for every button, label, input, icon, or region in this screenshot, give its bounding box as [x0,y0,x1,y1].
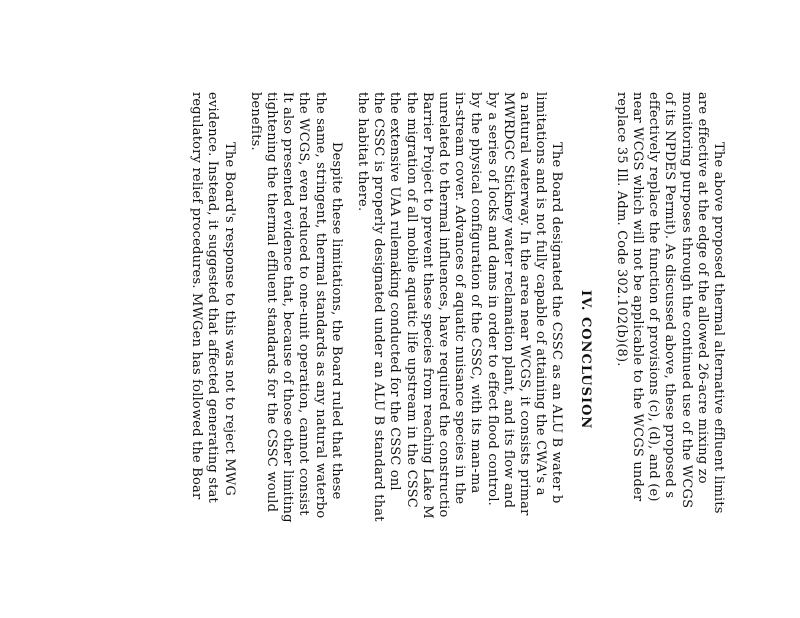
text-line: are effective at the edge of the allowed 26-acre mixing zo [694,92,710,484]
text-line: the migration of all mobile aquatic life upstream in the CSSC [403,92,419,508]
text-line: the extensive UAA rulemaking conducted for the CSSC onl [387,92,403,491]
text-line: the same, stringent, thermal standards as any natural waterbo [312,92,328,519]
text-line: limitations and is not fully capable of attaining the CWA's a [533,92,549,496]
text-line: unrelated to thermal influences, have required the constructio [436,92,451,518]
text-line: MWRDGC Stickney water reclamation plant, and its flow and [500,92,516,509]
rotated-document-body [40,0,800,618]
text-line: The Board designated the CSSC as an ALU B water b [549,142,565,504]
text-line: the CSSC is properly designated under an ALU B standard that [371,92,387,522]
text-line: of its NPDES Permit). As discussed above, these proposed s [662,92,678,499]
text-line: the WCGS, even reduced to one-unit operation, cannot consist [296,92,312,516]
section-heading: IV. CONCLUSION [577,290,593,430]
text-line: benefits. [247,92,263,151]
text-line: near WCGS which will not be applicable to the WCGS under [630,92,645,502]
text-line: The above proposed thermal alternative effluent limits [711,142,726,514]
text-line: in-stream cover. Advances of aquatic nuisance species in the [452,92,468,505]
text-line: Barrier Project to prevent these species from reaching Lake M [419,92,435,519]
text-line: a natural waterway. In the area near WCGS, it consists primar [517,92,532,516]
text-line: evidence. Instead, it suggested that affected generating stat [205,92,221,503]
text-line: by a series of locks and dams in order to effect flood control. [484,92,500,507]
text-line: the habitat there. [355,92,370,212]
text-line: Despite these limitations, the Board ruled that these [328,142,344,500]
text-line: replace 35 Ill. Adm. Code 302.102(b)(8). [613,92,629,367]
text-line: tightening the thermal effluent standards for the CSSC would [264,92,279,513]
text-line: The Board's response to this was not to reject MWG [221,142,237,496]
text-line: regulatory relief procedures. MWGen has followed the Boar [189,92,205,500]
text-line: by the physical configuration of the CSSC, with its man-ma [468,92,484,494]
text-line: monitoring purposes through the continued use of the WCGS [678,92,694,509]
text-line: effectively replace the function of provisions (c), (d), and (e) [646,92,662,502]
text-line: It also presented evidence that, because of those other limiting [280,92,296,523]
